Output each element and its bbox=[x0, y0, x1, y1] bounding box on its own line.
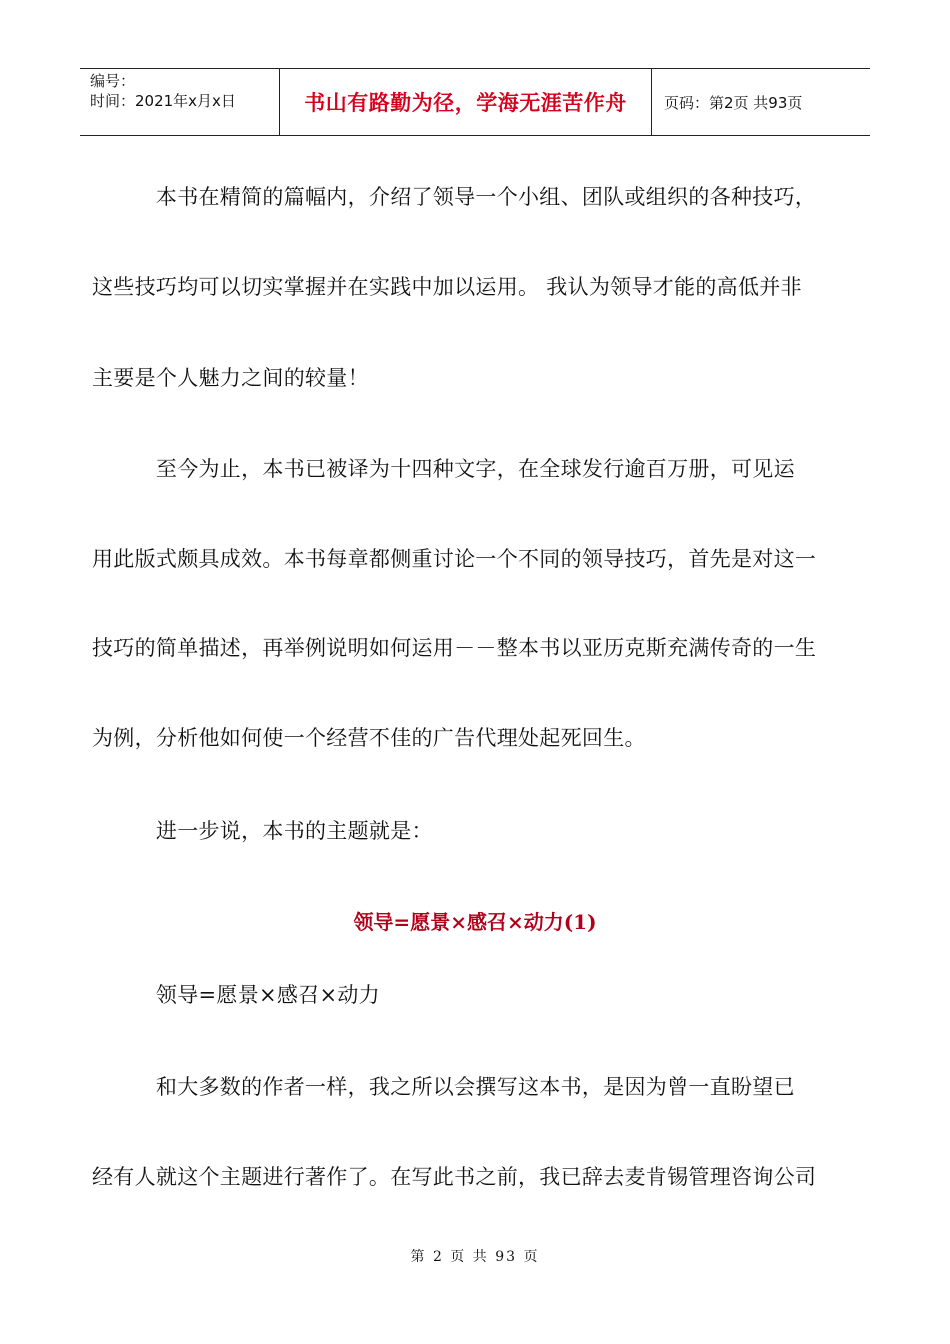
header-motto: 书山有路勤为径，学海无涯苦作舟 bbox=[280, 69, 652, 135]
body-line-4: 至今为止，本书已被译为十四种文字，在全球发行逾百万册，可见运 bbox=[92, 457, 795, 481]
body-line-3: 主要是个人魅力之间的较量！ bbox=[92, 366, 369, 390]
body-line-11: 经有人就这个主题进行著作了。在写此书之前，我已辞去麦肯锡管理咨询公司 bbox=[92, 1165, 817, 1189]
body-line-6: 技巧的简单描述，再举例说明如何运用－－整本书以亚历克斯充满传奇的一生 bbox=[92, 636, 817, 660]
body-line-2: 这些技巧均可以切实掌握并在实践中加以运用。 我认为领导才能的高低并非 bbox=[92, 275, 802, 299]
body-line-1: 本书在精简的篇幅内，介绍了领导一个小组、团队或组织的各种技巧， bbox=[92, 185, 817, 209]
body-line-9: 领导=愿景×感召×动力 bbox=[92, 983, 380, 1007]
header-left-cell bbox=[80, 69, 280, 135]
body-line-8: 进一步说，本书的主题就是： bbox=[92, 819, 433, 843]
footer-page-number: 第 2 页 共 93 页 bbox=[410, 1249, 540, 1265]
body-line-10: 和大多数的作者一样，我之所以会撰写这本书，是因为曾一直盼望已 bbox=[92, 1075, 795, 1099]
serial-label: 编号： bbox=[90, 72, 136, 90]
body-line-7: 为例，分析他如何使一个经营不佳的广告代理处起死回生。 bbox=[92, 726, 646, 750]
body-line-5: 用此版式颇具成效。本书每章都侧重讨论一个不同的领导技巧，首先是对这一 bbox=[92, 547, 817, 571]
header-page-info: 页码：第2页 共93页 bbox=[664, 93, 803, 112]
time-label: 时间：2021年x月x日 bbox=[90, 92, 236, 110]
header-table bbox=[80, 68, 870, 136]
section-heading: 领导=愿景×感召×动力(1) bbox=[353, 910, 597, 934]
